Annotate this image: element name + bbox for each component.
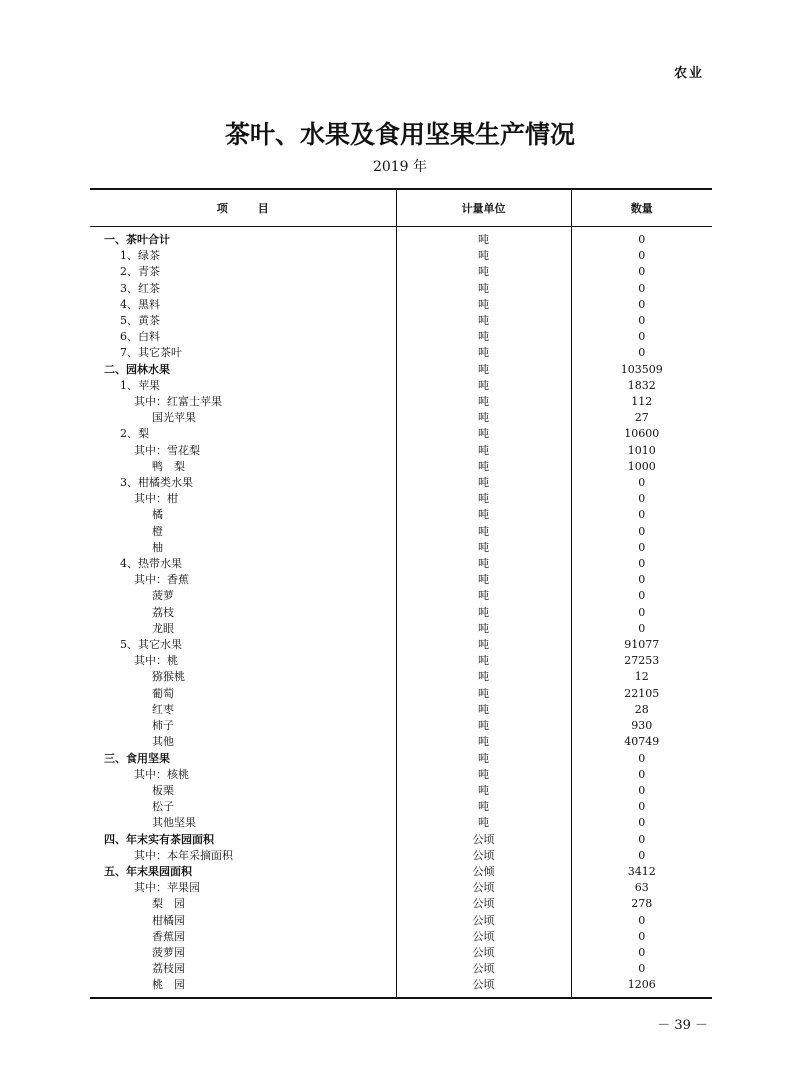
row-unit-cell: 吨 [396,702,571,718]
row-unit-cell: 吨 [396,686,571,702]
row-item-cell: 1、苹果 [120,378,160,392]
row-unit-cell: 吨 [396,799,571,815]
row-value-cell: 40749 [571,734,712,750]
row-value-cell: 0 [571,945,712,961]
table-row [90,961,712,977]
table-row [90,378,712,394]
row-unit-cell: 吨 [396,345,571,361]
table-row [90,524,712,540]
table-row [90,702,712,718]
row-unit-cell: 吨 [396,264,571,280]
row-unit-cell: 吨 [396,621,571,637]
table-row [90,588,712,604]
row-unit-cell: 吨 [396,653,571,669]
row-item-cell: 橘 [152,508,163,522]
row-unit-cell: 公顷 [396,880,571,896]
row-value-cell: 0 [571,799,712,815]
row-value-cell: 1206 [571,977,712,997]
table-row [90,621,712,637]
table-row [90,929,712,945]
row-unit-cell: 吨 [396,248,571,264]
row-unit-cell: 公顷 [396,848,571,864]
row-unit-cell: 吨 [396,767,571,783]
row-unit-cell: 吨 [396,394,571,410]
row-item-cell: 松子 [152,800,174,814]
table-row [90,653,712,669]
row-value-cell: 0 [571,572,712,588]
table-row [90,362,712,378]
row-unit-cell: 公顷 [396,929,571,945]
row-item-cell: 其中：红富士苹果 [134,395,222,409]
table-row [90,248,712,264]
column-header-item: 项目 [90,189,396,227]
row-unit-cell: 吨 [396,734,571,750]
row-item-cell: 其中：桃 [134,654,178,668]
row-item-cell: 三、食用坚果 [104,751,170,765]
table-row [90,443,712,459]
row-item-cell: 3、红茶 [120,281,160,295]
row-item-cell: 1、绿茶 [120,249,160,263]
row-value-cell: 0 [571,621,712,637]
row-value-cell: 0 [571,783,712,799]
row-unit-cell: 吨 [396,783,571,799]
row-value-cell: 278 [571,896,712,912]
table-header-row [90,189,712,227]
table-row [90,767,712,783]
row-value-cell: 0 [571,507,712,523]
production-table [90,188,712,999]
page-subtitle: 2019 年 [372,159,428,175]
table-row [90,394,712,410]
row-value-cell: 63 [571,880,712,896]
row-item-cell: 2、梨 [120,427,149,441]
row-value-cell: 0 [571,475,712,491]
row-value-cell: 0 [571,248,712,264]
row-value-cell: 0 [571,491,712,507]
table-row [90,913,712,929]
row-value-cell: 3412 [571,864,712,880]
row-item-cell: 桃 园 [90,977,396,997]
row-item-cell: 2、青茶 [120,265,160,279]
row-item-cell: 香蕉园 [152,929,185,943]
row-item-cell: 3、柑橘类水果 [120,476,193,490]
row-item-cell: 四、年末实有茶园面积 [104,832,214,846]
row-item-cell: 5、黄茶 [120,314,160,328]
row-item-cell: 其中：苹果园 [134,881,200,895]
row-unit-cell: 吨 [396,410,571,426]
row-value-cell: 0 [571,264,712,280]
row-item-cell: 菠萝园 [152,945,185,959]
row-unit-cell: 吨 [396,605,571,621]
row-value-cell: 0 [571,767,712,783]
table-row [90,313,712,329]
row-value-cell: 0 [571,751,712,767]
row-value-cell: 103509 [571,362,712,378]
row-item-cell: 其中：本年采摘面积 [134,848,233,862]
table-row [90,459,712,475]
table-row [90,329,712,345]
row-unit-cell: 公顷 [396,977,571,997]
table-row [90,718,712,734]
row-unit-cell: 吨 [396,556,571,572]
row-item-cell: 国光苹果 [152,411,196,425]
row-item-cell: 柚 [152,540,163,554]
row-unit-cell: 公顷 [396,832,571,848]
row-item-cell: 柿子 [152,719,174,733]
table-row [90,345,712,361]
table-row [90,669,712,685]
table-row [90,686,712,702]
row-value-cell: 0 [571,913,712,929]
row-item-cell: 其他 [152,735,174,749]
row-item-cell: 荔枝 [152,605,174,619]
row-unit-cell: 吨 [396,815,571,831]
row-unit-cell: 吨 [396,751,571,767]
table-row [90,799,712,815]
row-item-cell: 其中：香蕉 [134,573,189,587]
row-unit-cell: 公顷 [396,945,571,961]
row-item-cell: 葡萄 [152,686,174,700]
row-value-cell: 112 [571,394,712,410]
row-value-cell: 28 [571,702,712,718]
row-unit-cell: 吨 [396,540,571,556]
table-row [90,637,712,653]
row-value-cell: 1832 [571,378,712,394]
row-value-cell: 0 [571,832,712,848]
section-label: 农业 [673,66,704,81]
row-unit-cell: 公顷 [396,896,571,912]
row-value-cell: 0 [571,297,712,313]
row-unit-cell: 吨 [396,507,571,523]
row-item-cell: 其中：柑 [134,492,178,506]
table-row [90,540,712,556]
table-row [90,751,712,767]
row-value-cell: 22105 [571,686,712,702]
row-value-cell: 0 [571,605,712,621]
table-row [90,507,712,523]
row-value-cell: 0 [571,524,712,540]
row-value-cell: 0 [571,929,712,945]
row-unit-cell: 吨 [396,491,571,507]
row-item-cell: 其中：雪花梨 [134,443,200,457]
page-number: － 39 － [657,1018,708,1033]
row-unit-cell: 吨 [396,227,571,249]
table-row [90,880,712,896]
row-unit-cell: 吨 [396,718,571,734]
row-unit-cell: 吨 [396,524,571,540]
table-row [90,556,712,572]
row-item-cell: 板栗 [152,783,174,797]
row-unit-cell: 吨 [396,297,571,313]
row-value-cell: 27253 [571,653,712,669]
row-item-cell: 其中：核桃 [134,767,189,781]
row-unit-cell: 吨 [396,572,571,588]
row-value-cell: 10600 [571,426,712,442]
row-unit-cell: 吨 [396,378,571,394]
table-row [90,491,712,507]
column-header-quantity: 数量 [571,189,712,227]
row-unit-cell: 吨 [396,281,571,297]
table-row [90,227,712,249]
row-unit-cell: 吨 [396,313,571,329]
row-unit-cell: 吨 [396,475,571,491]
table-row [90,945,712,961]
column-header-unit: 计量单位 [396,189,571,227]
page-title: 茶叶、水果及食用坚果生产情况 [224,120,575,149]
row-value-cell: 0 [571,848,712,864]
row-item-cell: 梨 园 [152,897,185,911]
row-item-cell: 其他坚果 [152,816,196,830]
row-unit-cell: 吨 [396,669,571,685]
row-value-cell: 0 [571,345,712,361]
table-row [90,815,712,831]
row-item-cell: 一、茶叶合计 [104,233,170,246]
row-item-cell: 红枣 [152,702,174,716]
table-row [90,896,712,912]
row-value-cell: 0 [571,588,712,604]
table-row [90,848,712,864]
row-unit-cell: 吨 [396,426,571,442]
table-row [90,297,712,313]
row-item-cell: 5、其它水果 [120,638,182,652]
table-row [90,281,712,297]
row-value-cell: 930 [571,718,712,734]
row-item-cell: 五、年末果园面积 [104,864,192,878]
row-unit-cell: 吨 [396,329,571,345]
row-value-cell: 1000 [571,459,712,475]
row-value-cell: 12 [571,669,712,685]
row-item-cell: 龙眼 [152,621,174,635]
row-item-cell: 二、园林水果 [104,362,170,376]
row-item-cell: 猕猴桃 [152,670,185,684]
row-value-cell: 0 [571,815,712,831]
row-unit-cell: 吨 [396,362,571,378]
table-row [90,605,712,621]
table-row [90,832,712,848]
table-row [90,426,712,442]
row-item-cell: 荔枝园 [152,962,185,976]
row-value-cell: 0 [571,540,712,556]
row-value-cell: 91077 [571,637,712,653]
table-row [90,783,712,799]
table-row [90,475,712,491]
row-value-cell: 1010 [571,443,712,459]
row-item-cell: 4、黑料 [120,297,160,311]
row-value-cell: 0 [571,961,712,977]
row-value-cell: 0 [571,227,712,249]
row-unit-cell: 公顷 [396,961,571,977]
row-unit-cell: 吨 [396,588,571,604]
row-unit-cell: 吨 [396,443,571,459]
row-value-cell: 0 [571,329,712,345]
table-row [90,264,712,280]
row-unit-cell: 吨 [396,459,571,475]
row-item-cell: 6、白料 [120,330,160,344]
table-row [90,734,712,750]
table-row [90,977,712,997]
row-item-cell: 菠萝 [152,589,174,603]
row-value-cell: 0 [571,556,712,572]
table-row [90,410,712,426]
row-value-cell: 0 [571,281,712,297]
row-value-cell: 27 [571,410,712,426]
row-item-cell: 7、其它茶叶 [120,346,182,360]
row-item-cell: 鸭 梨 [152,459,185,473]
table-row [90,572,712,588]
row-value-cell: 0 [571,313,712,329]
table-row [90,864,712,880]
row-item-cell: 柑橘园 [152,913,185,927]
row-unit-cell: 公倾 [396,864,571,880]
row-item-cell: 4、热带水果 [120,557,182,571]
row-unit-cell: 吨 [396,637,571,653]
row-unit-cell: 公顷 [396,913,571,929]
table-body [90,227,712,998]
row-item-cell: 橙 [152,524,163,538]
